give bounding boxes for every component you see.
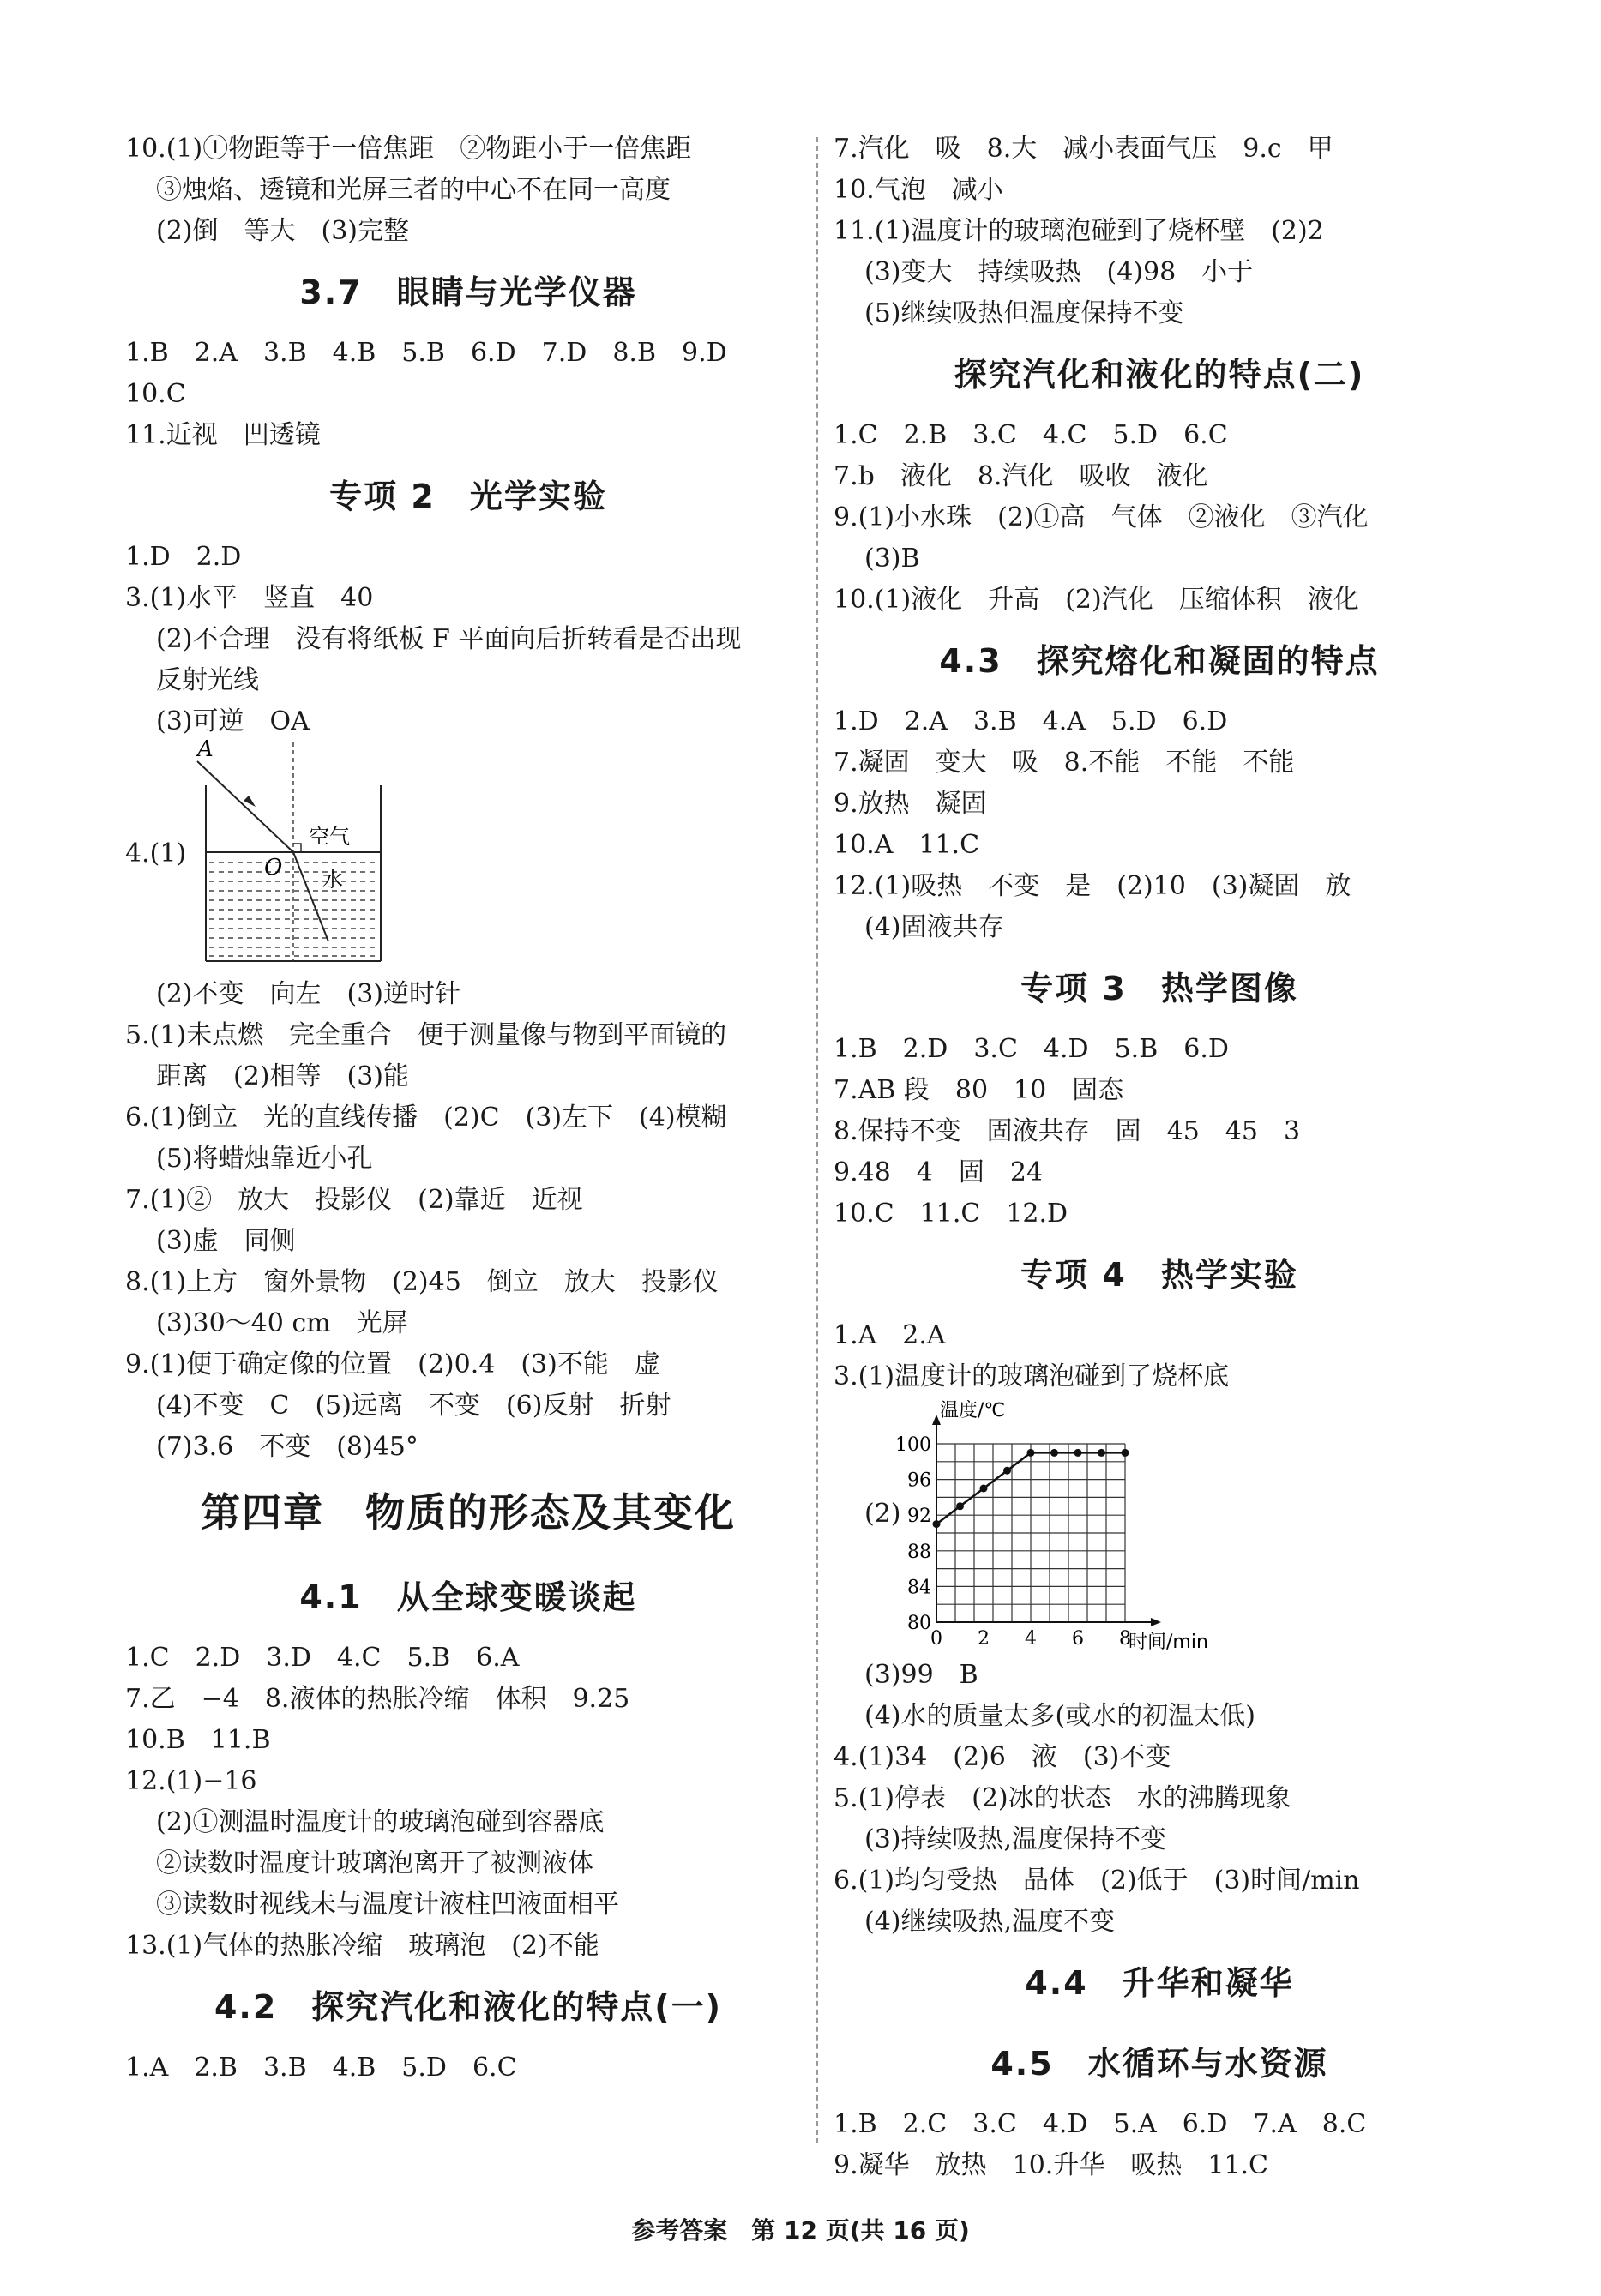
- answer-line: 8.保持不变 固液共存 固 45 45 3: [834, 1116, 1301, 1146]
- answer-line: 10.C 11.C 12.D: [834, 1199, 1068, 1229]
- answer-line: 7.凝固 变大 吸 8.不能 不能 不能: [834, 748, 1295, 778]
- answer-line: (5)将蜡烛靠近小孔: [156, 1144, 373, 1174]
- answer-line: (3)B: [864, 544, 920, 574]
- temperature-time-chart: [885, 1397, 1228, 1655]
- y-tick-label: 84: [907, 1577, 931, 1599]
- left-column: [125, 129, 811, 2089]
- answer-line: 10.气泡 减小: [834, 175, 1003, 205]
- section-heading-special-4: 专项 4 热学实验: [1020, 1256, 1298, 1294]
- answer-line: (3)虚 同侧: [156, 1226, 296, 1256]
- answer-line: 9.凝华 放热 10.升华 吸热 11.C: [834, 2150, 1268, 2180]
- y-tick-label: 100: [895, 1434, 931, 1456]
- answer-line: 9.放热 凝固: [834, 789, 987, 819]
- data-point: [1098, 1449, 1105, 1457]
- right-column: [834, 129, 1485, 2186]
- answer-line: (2)不变 向左 (3)逆时针: [156, 979, 460, 1009]
- answer-line: 1.A 2.A: [834, 1320, 946, 1350]
- section-heading-3-7: 3.7 眼睛与光学仪器: [299, 273, 637, 311]
- section-heading-special-2: 专项 2 光学实验: [329, 478, 607, 515]
- water-label: 水: [322, 868, 343, 892]
- answer-line: 1.C 2.B 3.C 4.C 5.D 6.C: [834, 420, 1228, 450]
- answer-line: (3)99 B: [864, 1660, 978, 1690]
- answer-line: (3)30～40 cm 光屏: [156, 1308, 408, 1338]
- answer-line: 3.(1)水平 竖直 40: [125, 583, 374, 613]
- answer-line: (3)变大 持续吸热 (4)98 小于: [864, 257, 1254, 287]
- answer-line: 13.(1)气体的热胀冷缩 玻璃泡 (2)不能: [125, 1931, 599, 1961]
- answer-line: 7.(1)② 放大 投影仪 (2)靠近 近视: [125, 1185, 583, 1215]
- ray-arrow-head: [244, 796, 256, 807]
- data-point: [1074, 1449, 1082, 1457]
- answer-line: 12.(1)吸热 不变 是 (2)10 (3)凝固 放: [834, 871, 1351, 901]
- answer-line: (2)①测温时温度计的玻璃泡碰到容器底: [156, 1807, 605, 1837]
- section-heading-4-2: 4.2 探究汽化和液化的特点(一): [214, 1988, 723, 2026]
- temperature-chart-figure: [834, 1397, 1485, 1655]
- y-tick-label: 88: [907, 1541, 931, 1563]
- answer-line: 7.汽化 吸 8.大 减小表面气压 9.c 甲: [834, 134, 1333, 164]
- page-footer: 参考答案 第 12 页(共 16 页): [631, 2216, 970, 2245]
- data-point: [1122, 1449, 1129, 1457]
- air-label: 空气: [309, 825, 350, 849]
- answer-line: 10.(1)①物距等于一倍焦距 ②物距小于一倍焦距: [125, 134, 692, 164]
- answer-line: 3.(1)温度计的玻璃泡碰到了烧杯底: [834, 1361, 1230, 1391]
- answer-line: 9.(1)小水珠 (2)①高 气体 ②液化 ③汽化: [834, 502, 1369, 532]
- answer-line: ②读数时温度计玻璃泡离开了被测液体: [156, 1848, 593, 1878]
- answer-line: 1.C 2.D 3.D 4.C 5.B 6.A: [125, 1643, 520, 1673]
- right-angle-mark: [293, 844, 301, 852]
- section-heading-4-4: 4.4 升华和凝华: [1025, 1964, 1294, 2002]
- x-tick-label: 2: [978, 1628, 990, 1650]
- answer-line: 11.(1)温度计的玻璃泡碰到了烧杯壁 (2)2: [834, 216, 1324, 246]
- x-tick-label: 4: [1025, 1628, 1037, 1650]
- x-axis-label: 时间/min: [1129, 1632, 1208, 1653]
- section-heading-4-3: 4.3 探究熔化和凝固的特点: [939, 642, 1380, 680]
- section-heading-special-3: 专项 3 热学图像: [1020, 970, 1298, 1007]
- point-a-label: A: [197, 736, 214, 762]
- data-point: [1050, 1449, 1058, 1457]
- answer-line: (4)固液共存: [864, 912, 1004, 942]
- answer-line: (2)不合理 没有将纸板 F 平面向后折转看是否出现: [156, 624, 742, 654]
- answer-line: (4)继续吸热,温度不变: [864, 1907, 1116, 1937]
- answer-line: (3)可逆 OA: [156, 706, 310, 736]
- answer-line: (7)3.6 不变 (8)45°: [156, 1432, 418, 1462]
- answer-line: (3)持续吸热,温度保持不变: [864, 1824, 1167, 1854]
- answer-line: 距离 (2)相等 (3)能: [156, 1061, 409, 1091]
- answer-line: 1.A 2.B 3.B 4.B 5.D 6.C: [125, 2053, 517, 2083]
- answer-line: 5.(1)未点燃 完全重合 便于测量像与物到平面镜的: [125, 1020, 727, 1050]
- chart-label: (2): [864, 1499, 901, 1529]
- answer-line: (5)继续吸热但温度保持不变: [864, 298, 1184, 328]
- column-divider: [816, 137, 818, 2143]
- answer-line: ③读数时视线未与温度计液柱凹液面相平: [156, 1890, 619, 1920]
- y-axis-label: 温度/℃: [940, 1400, 1006, 1421]
- answer-line: 1.B 2.A 3.B 4.B 5.B 6.D 7.D 8.B 9.D: [125, 338, 727, 368]
- answer-line: 4.(1)34 (2)6 液 (3)不变: [834, 1742, 1171, 1772]
- answer-line: (2)倒 等大 (3)完整: [156, 216, 409, 246]
- answer-line: (4)不变 C (5)远离 不变 (6)反射 折射: [156, 1391, 671, 1421]
- answer-line: 1.D 2.A 3.B 4.A 5.D 6.D: [834, 706, 1228, 736]
- answer-line: 10.B 11.B: [125, 1725, 271, 1755]
- refraction-diagram: [197, 736, 442, 974]
- x-tick-label: 0: [930, 1628, 942, 1650]
- data-point: [1003, 1467, 1011, 1475]
- answer-line: 10.C: [125, 379, 186, 409]
- answer-line: 7.AB 段 80 10 固态: [834, 1075, 1124, 1105]
- answer-line: 9.(1)便于确定像的位置 (2)0.4 (3)不能 虚: [125, 1349, 660, 1379]
- data-point: [933, 1520, 941, 1528]
- x-tick-label: 6: [1072, 1628, 1084, 1650]
- y-tick-label: 80: [907, 1613, 931, 1634]
- answer-line: 1.B 2.D 3.C 4.D 5.B 6.D: [834, 1034, 1229, 1064]
- point-o-label: O: [264, 855, 283, 881]
- answer-line: 1.D 2.D: [125, 542, 242, 572]
- answer-line: 6.(1)均匀受热 晶体 (2)低于 (3)时间/min: [834, 1866, 1360, 1896]
- x-axis-arrow: [1151, 1618, 1161, 1626]
- answer-line: ③烛焰、透镜和光屏三者的中心不在同一高度: [156, 175, 671, 205]
- answer-line: 9.48 4 固 24: [834, 1157, 1044, 1187]
- answer-line: 10.A 11.C: [834, 830, 980, 860]
- answer-line: (4)水的质量太多(或水的初温太低): [864, 1701, 1255, 1731]
- y-tick-label: 96: [907, 1470, 931, 1492]
- section-heading-4-1: 4.1 从全球变暖谈起: [299, 1578, 637, 1616]
- chapter-heading: 第四章 物质的形态及其变化: [201, 1489, 736, 1536]
- answer-line: 7.乙 −4 8.液体的热胀冷缩 体积 9.25: [125, 1684, 630, 1714]
- refraction-figure: [125, 736, 811, 974]
- answer-line: 反射光线: [156, 665, 259, 695]
- answer-line: 6.(1)倒立 光的直线传播 (2)C (3)左下 (4)模糊: [125, 1103, 727, 1133]
- y-tick-label: 92: [907, 1506, 931, 1528]
- data-point: [956, 1502, 964, 1510]
- answer-line: 8.(1)上方 窗外景物 (2)45 倒立 放大 投影仪: [125, 1267, 719, 1297]
- incident-ray: [197, 761, 293, 852]
- answer-line: 11.近视 凹透镜: [125, 420, 321, 450]
- section-heading-4-2-part2: 探究汽化和液化的特点(二): [954, 356, 1365, 394]
- answer-line: 7.b 液化 8.汽化 吸收 液化: [834, 461, 1208, 491]
- data-point: [980, 1485, 988, 1493]
- section-heading-4-5: 4.5 水循环与水资源: [990, 2045, 1328, 2083]
- answer-line: 1.B 2.C 3.C 4.D 5.A 6.D 7.A 8.C: [834, 2109, 1367, 2139]
- answer-line: 12.(1)−16: [125, 1766, 257, 1796]
- figure-label: 4.(1): [125, 838, 187, 869]
- answer-line: 10.(1)液化 升高 (2)汽化 压缩体积 液化: [834, 585, 1359, 615]
- answer-line: 5.(1)停表 (2)冰的状态 水的沸腾现象: [834, 1783, 1291, 1813]
- x-tick-label: 8: [1119, 1628, 1131, 1650]
- data-point: [1027, 1449, 1035, 1457]
